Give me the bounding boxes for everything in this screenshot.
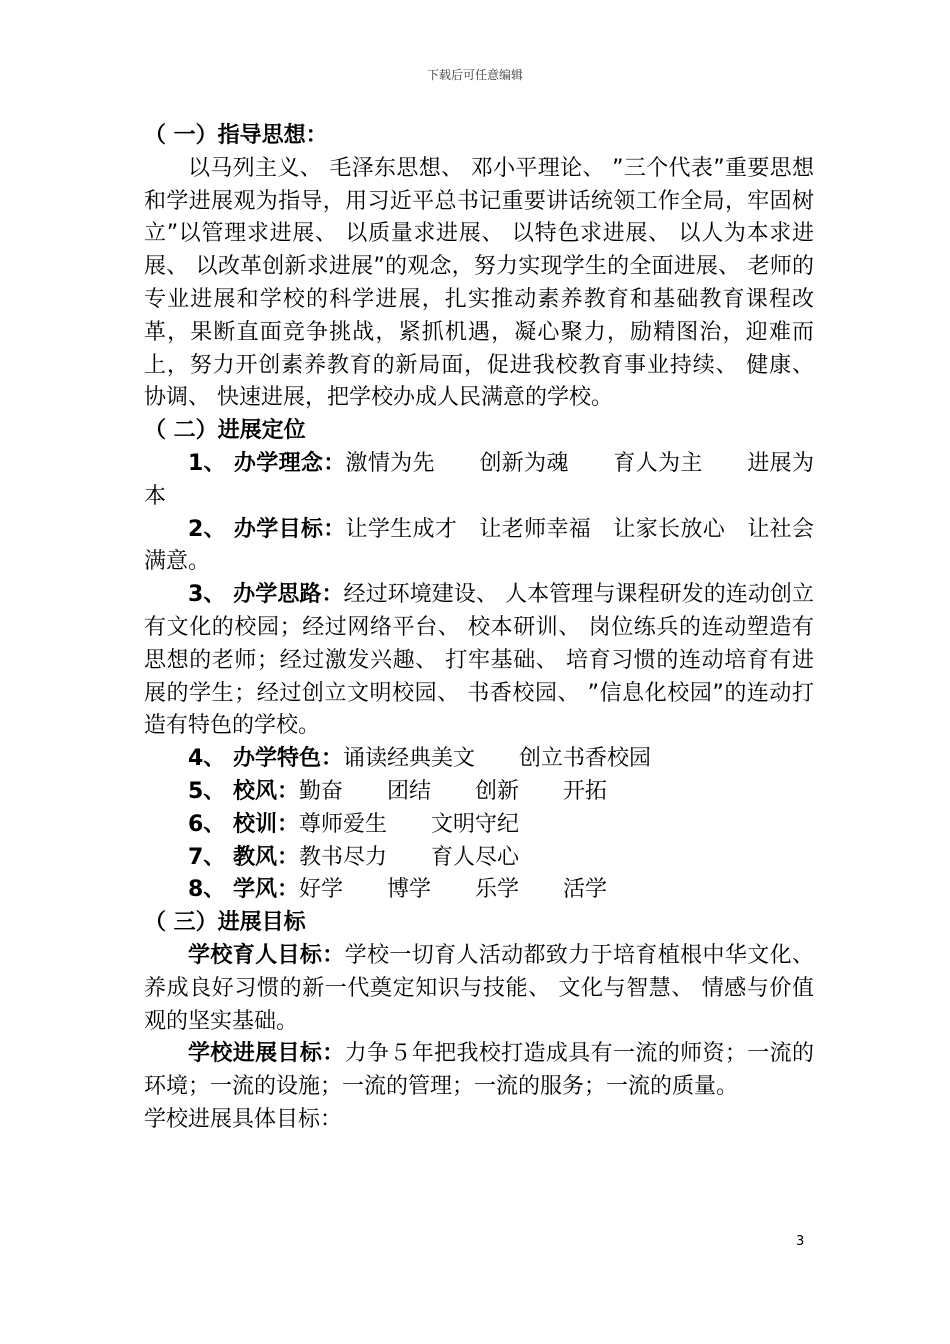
development-goal [144, 1038, 814, 1104]
item-text: 诵读经典美文 创立书香校园 [342, 746, 651, 772]
item-text: 让学生成才 让老师幸福 让家长放心 让社会满意。 [144, 516, 814, 575]
item-label: 5、 校风： [188, 778, 299, 804]
list-item [144, 874, 814, 907]
list-item [144, 448, 814, 514]
item-label: 3、 办学思路： [188, 582, 344, 608]
goal-text: 学校一切育人活动都致力于培育植根中华文化、 养成良好习惯的新一代奠定知识与技能、 文化与智慧、 情感与价值观的坚实基础。 [144, 942, 814, 1034]
item-label: 4、 办学特色： [188, 746, 343, 772]
education-goal [144, 940, 814, 1038]
list-item [144, 514, 814, 580]
item-label: 6、 校训： [188, 811, 299, 837]
item-label: 7、 教风： [188, 844, 299, 870]
section2-heading: （ 二）进展定位 [144, 418, 306, 444]
section3-heading: （ 三）进展目标 [144, 910, 306, 936]
item-label: 8、 学风： [188, 877, 299, 903]
item-label: 2、 办学目标： [188, 516, 346, 542]
section1-paragraph: 以马列主义、 毛泽东思想、 邓小平理论、 ”三个代表”重要思想和学进展观为指导，用习近平总书记重要讲话统领工作全局，牢固树立”以管理求进展、 以质量求进展、 以特色求进展、 以人为本求进展、 以改革创新求进展”的观念，努力实现学生的全面进展、 老师的专业进展和学校的科学进展，扎实推动素养教育和基础教育课程改革，果断直面竞争挑战，紧抓机遇，凝心聚力，励精图治，迎难而上，努力开创素养教育的新局面，促进我校教育事业持续、 健康、 协调、 快速进展，把学校办成人民满意的学校。 [144, 155, 814, 411]
list-item [144, 776, 814, 809]
item-text: 勤奋 团结 创新 开拓 [298, 778, 607, 804]
goal-label: 学校育人目标： [188, 942, 345, 968]
goal-text: 力争５年把我校打造成具有一流的师资；一流的环境；一流的设施；一流的管理；一流的服务；一流的质量。 [144, 1041, 814, 1100]
list-item [144, 809, 814, 842]
document-body [144, 120, 814, 1137]
item-text: 尊师爱生 文明守纪 [298, 811, 519, 837]
goal-label: 学校进展目标： [188, 1041, 345, 1067]
page-number: 3 [796, 1234, 805, 1249]
list-item [144, 743, 814, 776]
header-note: 下载后可任意编辑 [426, 68, 523, 82]
specific-goals-intro: 学校进展具体目标： [144, 1106, 343, 1132]
list-item [144, 579, 814, 743]
item-text: 好学 博学 乐学 活学 [298, 877, 607, 903]
item-label: 1、 办学理念： [188, 450, 346, 476]
item-text: 激情为先 创新为魂 育人为主 进展为本 [144, 450, 814, 509]
item-text: 教书尽力 育人尽心 [298, 844, 519, 870]
section1-heading: （ 一）指导思想： [144, 123, 328, 148]
list-item [144, 842, 814, 875]
item-text: 经过环境建设、 人本管理与课程研发的连动创立有文化的校园；经过网络平台、 校本研训、 岗位练兵的连动塑造有思想的老师；经过激发兴趣、 打牢基础、 培育习惯的连动培育有进展的学生；经过创立文明校园、 书香校园、 ”信息化校园”的连动打造有特色的学校。 [144, 582, 814, 739]
